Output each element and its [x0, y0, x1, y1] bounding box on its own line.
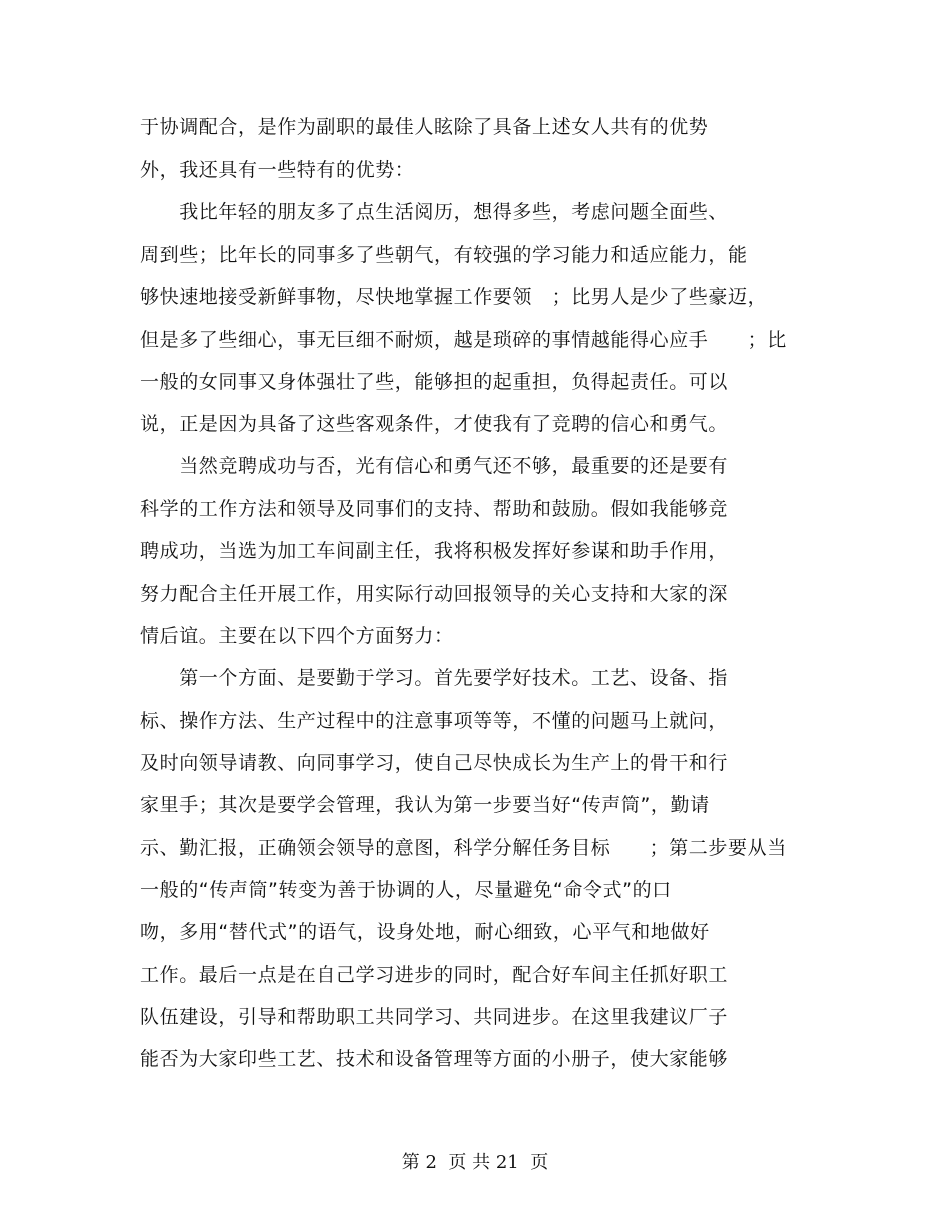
- text-line: 及时向领导请教、向同事学习，使自己尽快成长为生产上的骨干和行: [140, 752, 729, 774]
- text-line: 当然竞聘成功与否，光有信心和勇气还不够，最重要的还是要有: [140, 455, 729, 477]
- text-line: 我比年轻的朋友多了点生活阅历，想得多些，考虑问题全面些、: [140, 201, 729, 223]
- text-line: 于协调配合，是作为副职的最佳人眩除了具备上述女人共有的优势: [140, 116, 709, 138]
- text-line: 说，正是因为具备了这些客观条件，才使我有了竞聘的信心和勇气。: [140, 413, 729, 435]
- text-line: 外，我还具有一些特有的优势：: [140, 159, 415, 181]
- text-line: 队伍建设，引导和帮助职工共同学习、共同进步。在这里我建议厂子: [140, 1006, 729, 1028]
- text-line: 够快速地接受新鲜事物，尽快地掌握工作要领 ；比男人是少了些豪迈，: [140, 286, 768, 308]
- text-line: 聘成功，当选为加工车间副主任，我将积极发挥好参谋和助手作用，: [140, 540, 729, 562]
- text-line: 周到些；比年长的同事多了些朝气，有较强的学习能力和适应能力，能: [140, 244, 748, 266]
- text-line: 示、勤汇报，正确领会领导的意图，科学分解任务目标 ；第二步要从当: [140, 837, 787, 859]
- text-line: 科学的工作方法和领导及同事们的支持、帮助和鼓励。假如我能够竞: [140, 498, 729, 520]
- page-number-footer: 第 2 页 共 21 页: [401, 1152, 549, 1173]
- text-line: 家里手；其次是要学会管理，我认为第一步要当好“传声筒”，勤请: [140, 794, 710, 816]
- text-line: 第一个方面、是要勤于学习。首先要学好技术。工艺、设备、指: [140, 667, 729, 689]
- text-line: 但是多了些细心，事无巨细不耐烦，越是琐碎的事情越能得心应手 ；比: [140, 329, 787, 351]
- text-line: 一般的女同事又身体强壮了些，能够担的起重担，负得起责任。可以: [140, 371, 729, 393]
- text-line: 吻，多用“替代式”的语气，设身处地，耐心细致，心平气和地做好: [140, 921, 710, 943]
- text-line: 标、操作方法、生产过程中的注意事项等等，不懂的问题马上就问，: [140, 710, 729, 732]
- text-line: 工作。最后一点是在自己学习进步的同时，配合好车间主任抓好职工: [140, 964, 729, 986]
- text-line: 情后谊。主要在以下四个方面努力：: [140, 625, 454, 647]
- text-line: 努力配合主任开展工作，用实际行动回报领导的关心支持和大家的深: [140, 583, 729, 605]
- text-line: 能否为大家印些工艺、技术和设备管理等方面的小册子，使大家能够: [140, 1048, 729, 1070]
- text-line: 一般的“传声筒”转变为善于协调的人，尽量避免“命令式”的口: [140, 879, 672, 901]
